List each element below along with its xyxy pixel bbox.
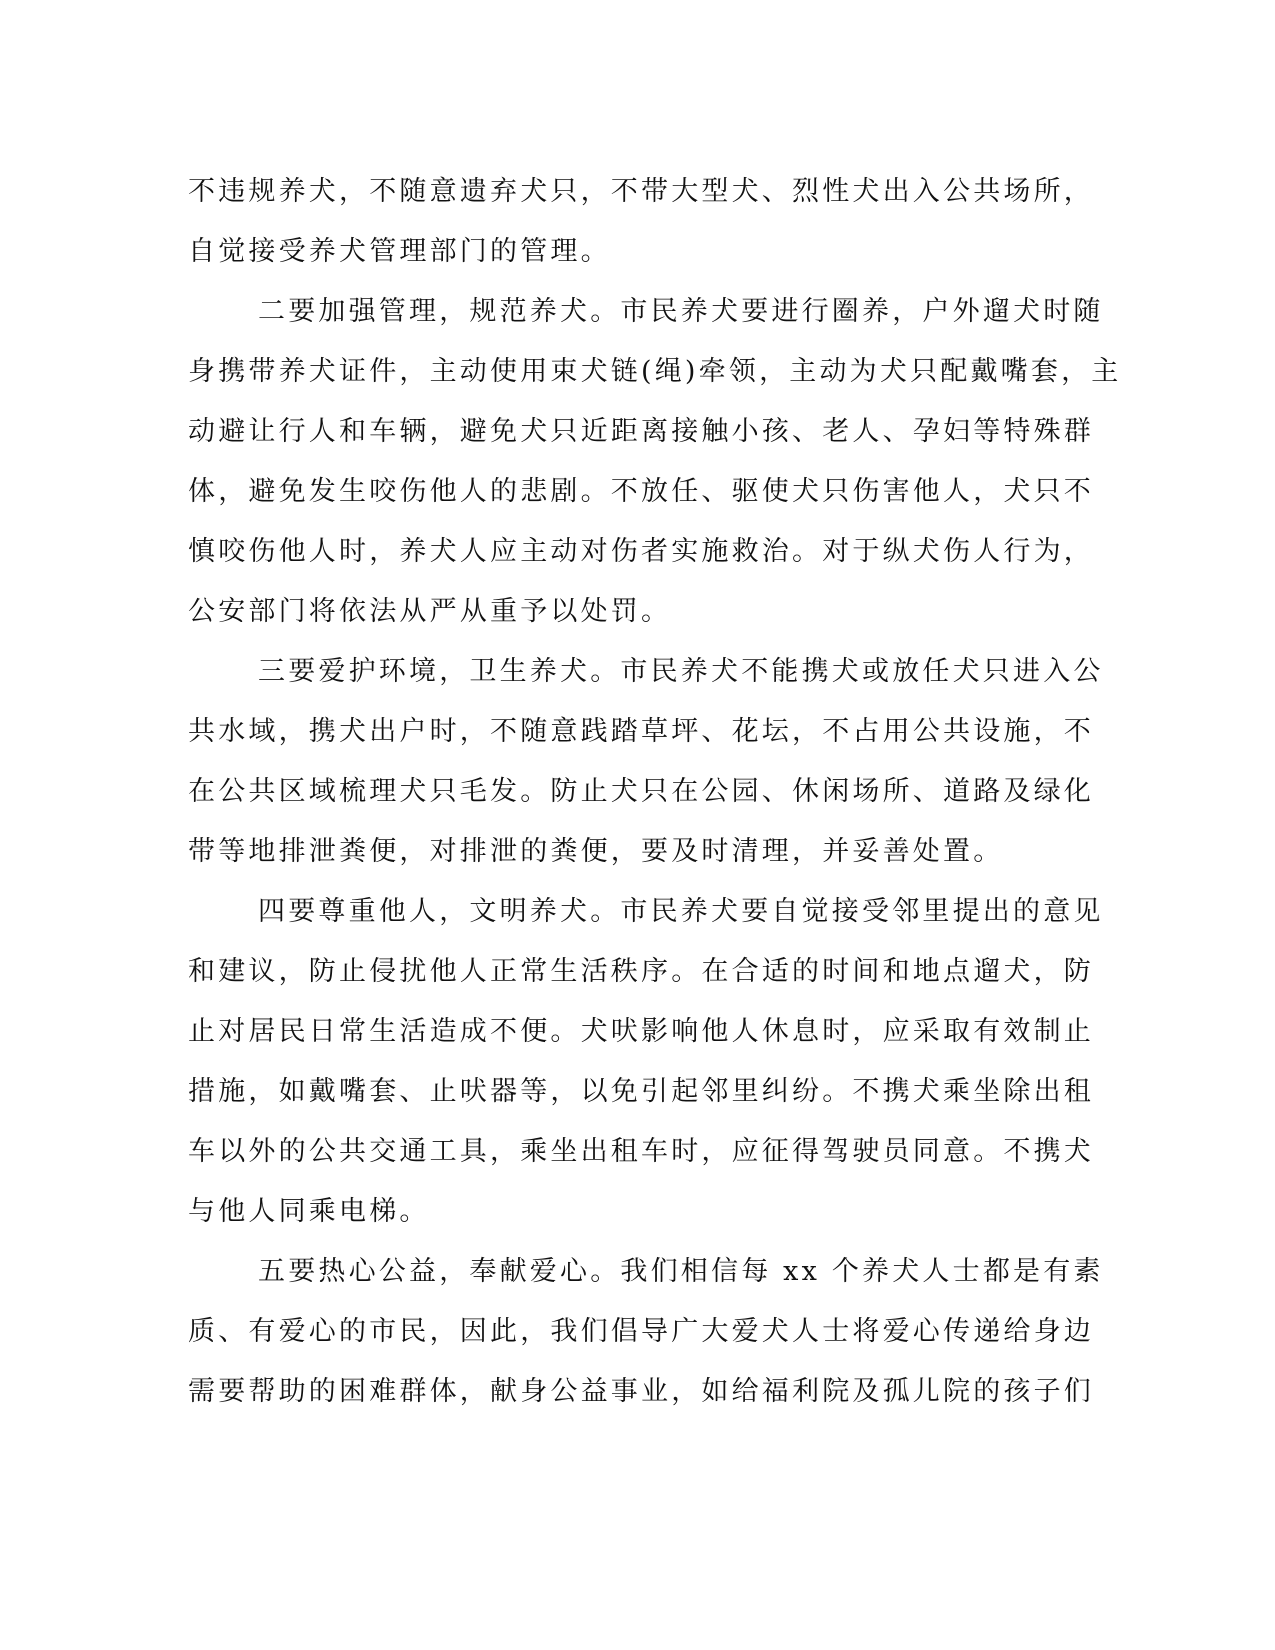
text-line: 体，避免发生咬伤他人的悲剧。不放任、驱使犬只伤害他人，犬只不 <box>188 476 1094 507</box>
text-line: 质、有爱心的市民，因此，我们倡导广大爱犬人士将爱心传递给身边 <box>188 1316 1094 1347</box>
text-line: 共水域，携犬出户时，不随意践踏草坪、花坛，不占用公共设施，不 <box>188 716 1094 747</box>
text-line: 慎咬伤他人时，养犬人应主动对伤者实施救治。对于纵犬伤人行为， <box>188 536 1094 567</box>
paragraph-3-start: 三要爱护环境，卫生养犬。市民养犬不能携犬或放任犬只进入公 <box>258 656 1104 687</box>
text-line: 在公共区域梳理犬只毛发。防止犬只在公园、休闲场所、道路及绿化 <box>188 776 1094 807</box>
text-line: 需要帮助的困难群体，献身公益事业，如给福利院及孤儿院的孩子们 <box>188 1376 1094 1407</box>
text-line: 车以外的公共交通工具，乘坐出租车时，应征得驾驶员同意。不携犬 <box>188 1136 1094 1167</box>
text-line: 带等地排泄粪便，对排泄的粪便，要及时清理，并妥善处置。 <box>188 836 1004 867</box>
text-line: 自觉接受养犬管理部门的管理。 <box>188 236 611 267</box>
text-line: 公安部门将依法从严从重予以处罚。 <box>188 596 672 627</box>
text-line: 身携带养犬证件，主动使用束犬链(绳)牵领，主动为犬只配戴嘴套，主 <box>188 356 1122 387</box>
paragraph-5-start: 五要热心公益，奉献爱心。我们相信每 xx 个养犬人士都是有素 <box>258 1256 1104 1287</box>
text-line: 止对居民日常生活造成不便。犬吠影响他人休息时，应采取有效制止 <box>188 1016 1094 1047</box>
paragraph-4-start: 四要尊重他人，文明养犬。市民养犬要自觉接受邻里提出的意见 <box>258 896 1104 927</box>
text-line: 动避让行人和车辆，避免犬只近距离接触小孩、老人、孕妇等特殊群 <box>188 416 1094 447</box>
text-line: 措施，如戴嘴套、止吠器等，以免引起邻里纠纷。不携犬乘坐除出租 <box>188 1076 1094 1107</box>
text-line: 不违规养犬，不随意遗弃犬只，不带大型犬、烈性犬出入公共场所， <box>188 176 1094 207</box>
document-body <box>188 162 1122 1422</box>
text-line: 与他人同乘电梯。 <box>188 1196 430 1227</box>
paragraph-2-start: 二要加强管理，规范养犬。市民养犬要进行圈养，户外遛犬时随 <box>258 296 1104 327</box>
text-line: 和建议，防止侵扰他人正常生活秩序。在合适的时间和地点遛犬，防 <box>188 956 1094 987</box>
